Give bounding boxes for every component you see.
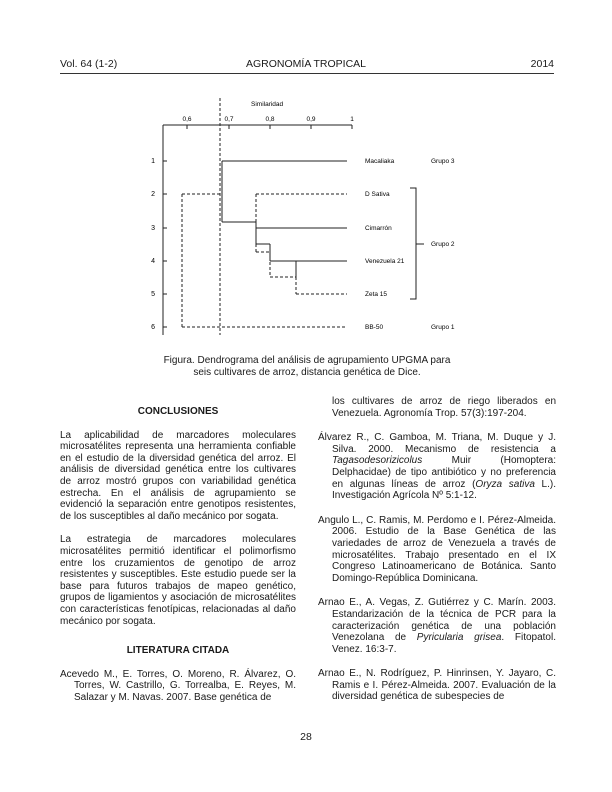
group-label: Grupo 1 bbox=[431, 324, 455, 331]
reference-item: Arnao E., A. Vegas, Z. Gutiérrez y C. Marín. 2003. Estandarización de la técnica de PCR para la caracterización genética de una población Venezolana de Pyricularia grisea. Fitopatol. Venez. 16:3-7. bbox=[318, 597, 556, 655]
leaf-label: BB-50 bbox=[365, 324, 384, 331]
leaf-label: Cimarrón bbox=[365, 225, 392, 232]
reference-item: Acevedo M., E. Torres, O. Moreno, R. Álvarez, O. Torres, W. Castrillo, G. Torrealba, E. Reyes, M. Salazar y M. Navas. 2007. Base genética de bbox=[60, 668, 296, 703]
leaf-label: D Sativa bbox=[365, 191, 390, 198]
row-number: 5 bbox=[151, 291, 155, 298]
leaf-label: Venezuela 21 bbox=[365, 258, 405, 265]
leaf-label: Zeta 15 bbox=[365, 291, 388, 298]
left-column bbox=[60, 396, 296, 716]
reference-continuation: los cultivares de arroz de riego liberados en Venezuela. Agronomía Trop. 57(3):197-204. bbox=[332, 396, 556, 419]
leaf-label: Macaliaka bbox=[365, 158, 395, 165]
row-number: 3 bbox=[151, 225, 155, 232]
literature-heading: LITERATURA CITADA bbox=[126, 645, 230, 657]
tick-label: 0,6 bbox=[182, 116, 192, 123]
group-label: Grupo 2 bbox=[431, 241, 455, 248]
tick-label: 0,8 bbox=[265, 116, 275, 123]
tick-label: 0,7 bbox=[224, 116, 234, 123]
axis-label: Similaridad bbox=[251, 101, 284, 108]
caption-line: Figura. Dendrograma del análisis de agrupamiento UPGMA para bbox=[163, 355, 451, 366]
row-number: 2 bbox=[151, 191, 155, 198]
conclusions-heading: CONCLUSIONES bbox=[137, 406, 219, 417]
reference-item: Álvarez R., C. Gamboa, M. Triana, M. Duque y J. Silva. 2000. Mecanismo de resistencia a Tagasodesorizicolus Muir (Homoptera: Delphacidae) de tipo antibiótico y no preferencia en algunas líneas de arroz (Oryza sativa L.). Investigación Agrícola Nº 5:1-12. bbox=[318, 432, 557, 502]
tick-label: 0,9 bbox=[306, 116, 316, 123]
tick-label: 1 bbox=[350, 116, 354, 123]
conclusions-paragraph: La aplicabilidad de marcadores moleculares microsatélites representa una herramienta confiable en el estudio de la diversidad genética del arroz. El análisis de diversidad genética entre los cultivares de arroz mostró grupos con variabilidad genética estrecha. En el análisis de agrupamiento se evidenció la separación entre genotipos resistentes, de los susceptibles al daño mecánico por sogata. bbox=[60, 429, 296, 522]
group2-bracket bbox=[410, 188, 416, 299]
page-number: 28 bbox=[300, 731, 312, 743]
figure-caption bbox=[60, 355, 554, 379]
reference-item: Angulo L., C. Ramis, M. Perdomo e I. Pérez-Almeida. 2006. Estudio de la Base Genética de las variedades de arroz de Venezuela a través de microsatélites. Trabajo presentado en el IX Congreso Latinoamericano de Botánica. Santo Domingo-República Dominicana. bbox=[318, 514, 556, 584]
row-number: 6 bbox=[151, 324, 155, 331]
row-number: 4 bbox=[151, 258, 155, 265]
header-journal: AGRONOMÍA TROPICAL bbox=[246, 58, 366, 70]
caption-line: seis cultivares de arroz, distancia genética de Dice. bbox=[193, 367, 421, 378]
header-year: 2014 bbox=[530, 58, 554, 70]
row-number: 1 bbox=[151, 158, 155, 165]
right-column bbox=[318, 396, 556, 716]
conclusions-paragraph: La estrategia de marcadores moleculares microsatélites permitió identificar el polimorfismo entre los cruzamientos de genotipo de arroz resistentes y susceptibles. Este estudio puede ser la base para futuros trabajos de mapeo genético, grupos de ligamientos y asociación de microsatélites con características fenotípicas, relacionadas al daño mecánico por sogata. bbox=[60, 534, 296, 627]
reference-item: Arnao E., N. Rodríguez, P. Hinrinsen, Y. Jayaro, C. Ramis e I. Pérez-Almeida. 2007. Evaluación de la diversidad genética de subespecies de bbox=[318, 668, 556, 703]
group-label: Grupo 3 bbox=[431, 158, 455, 165]
dendrogram-figure bbox=[0, 0, 612, 350]
header-volume: Vol. 64 (1-2) bbox=[60, 58, 118, 70]
